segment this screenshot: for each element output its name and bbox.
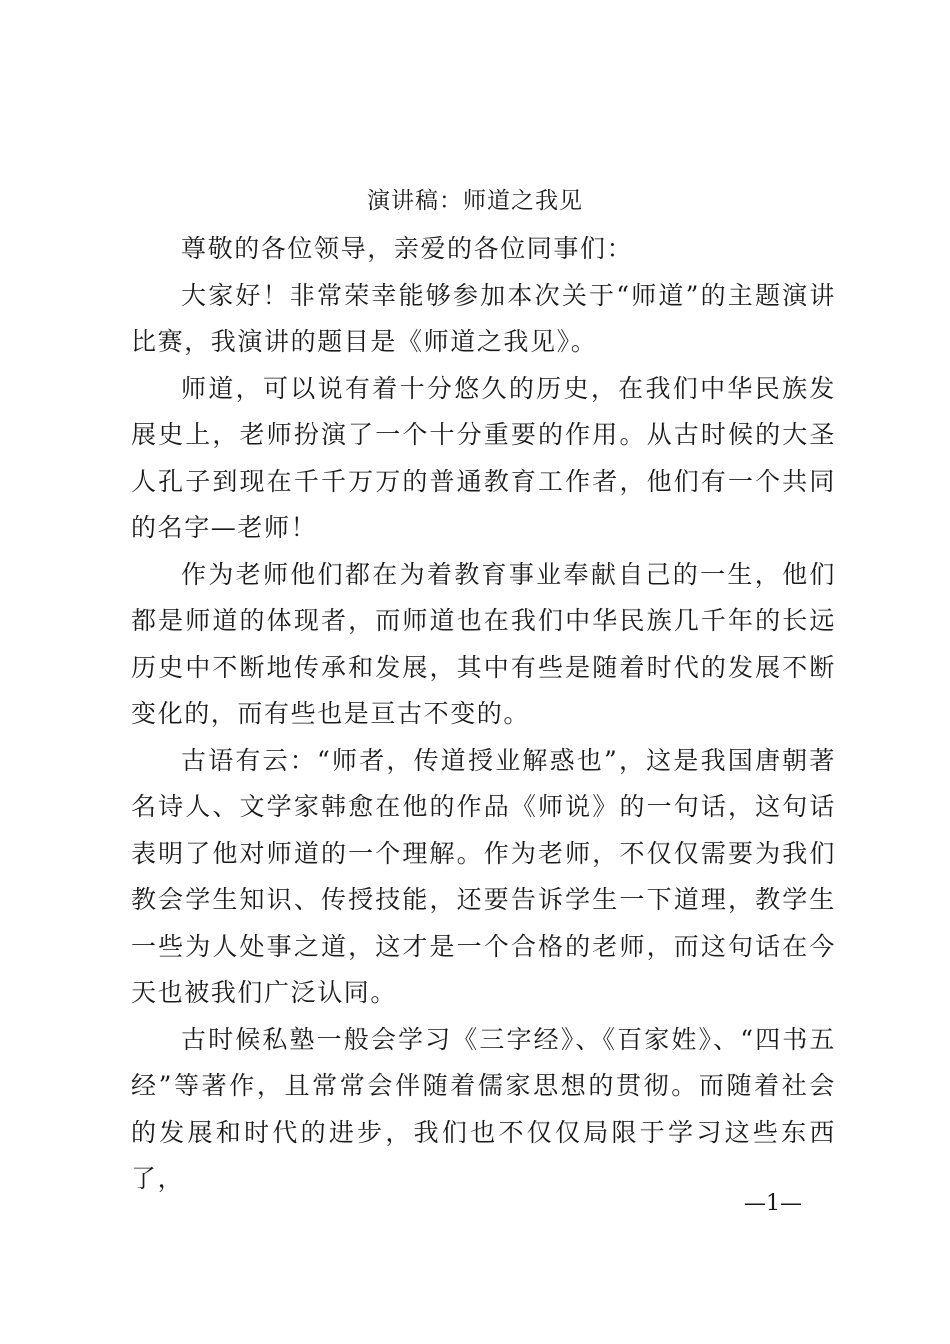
page-number: —1—: [744, 1191, 802, 1216]
salutation-paragraph: 尊敬的各位领导，亲爱的各位同事们：: [181, 234, 634, 263]
document-body: [131, 226, 836, 1203]
history-paragraph: 师道，可以说有着十分悠久的历史，在我们中华民族发展史上，老师扮演了一个十分重要的作用。从古时候的大圣人孔子到现在千千万万的普通教育工作者，他们有一个共同的名字—老师！: [131, 373, 836, 542]
private-school-paragraph: 古时候私塾一般会学习《三字经》、《百家姓》、“四书五经”等著作，且常常会伴随着儒家思想的贯彻。而随着社会的发展和时代的进步，我们也不仅仅局限于学习这些东西了，: [131, 1024, 836, 1193]
document-title: 演讲稿：师道之我见: [367, 188, 583, 214]
teacher-role-paragraph: 作为老师他们都在为着教育事业奉献自己的一生，他们都是师道的体现者，而师道也在我们中华民族几千年的长远历史中不断地传承和发展，其中有些是随着时代的发展不断变化的，而有些也是亘古不变的。: [131, 559, 836, 728]
ancient-saying-paragraph: 古语有云：“师者，传道授业解惑也”，这是我国唐朝著名诗人、文学家韩愈在他的作品《师说》的一句话，这句话表明了他对师道的一个理解。作为老师，不仅仅需要为我们教会学生知识、传授技能，还要告诉学生一下道理，教学生一些为人处事之道，这才是一个合格的老师，而这句话在今天也被我们广泛认同。: [131, 745, 836, 1007]
greeting-paragraph: 大家好！非常荣幸能够参加本次关于“师道”的主题演讲比赛，我演讲的题目是《师道之我见》。: [131, 280, 836, 356]
